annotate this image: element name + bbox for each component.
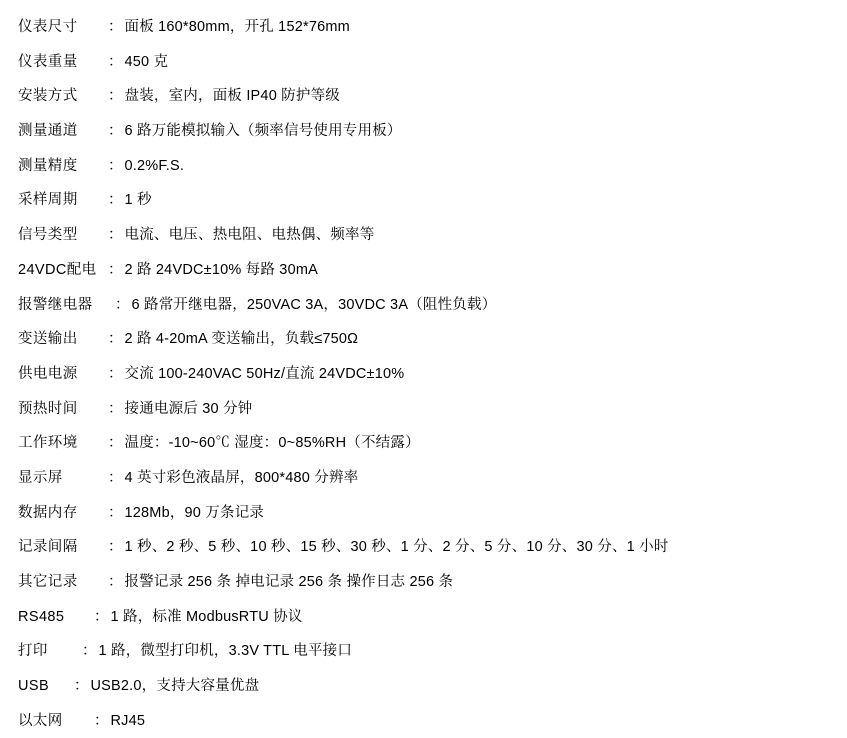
spec-separator: ： (108, 157, 123, 174)
spec-label: 信号类型 (18, 227, 78, 244)
spec-value: 接通电源后 30 分钟 (124, 400, 253, 417)
table-row (18, 183, 847, 218)
spec-separator: ： (94, 608, 109, 625)
spec-value: 2 路 24VDC±10% 每路 30mA (124, 261, 318, 278)
spec-separator: ： (94, 712, 109, 729)
spec-label: 记录间隔 (18, 539, 78, 556)
table-row (18, 565, 847, 600)
spec-label: 预热时间 (18, 400, 78, 417)
spec-separator: ： (108, 574, 123, 590)
spec-separator: ： (108, 469, 123, 486)
spec-label: 以太网 (18, 712, 63, 729)
spec-separator: ： (108, 19, 123, 35)
table-row (18, 114, 847, 149)
table-row (18, 10, 847, 45)
spec-value: 1 路，微型打印机，3.3V TTL 电平接口 (98, 643, 353, 660)
spec-separator: ： (108, 53, 123, 70)
table-row (18, 600, 847, 635)
spec-value: 6 路常开继电器，250VAC 3A，30VDC 3A（阻性负载） (131, 296, 497, 313)
spec-label: 报警继电器 (18, 296, 93, 313)
table-row (18, 149, 847, 184)
table-row (18, 634, 847, 669)
spec-value: 6 路万能模拟输入（频率信号使用专用板） (124, 123, 402, 140)
spec-separator: ： (108, 539, 123, 556)
spec-value: 1 秒、2 秒、5 秒、10 秒、15 秒、30 秒、1 分、2 分、5 分、10 分、30 分、1 小时 (124, 539, 669, 556)
table-row (18, 79, 847, 114)
spec-value: 电流、电压、热电阻、电热偶、频率等 (124, 227, 375, 244)
spec-separator: ： (108, 192, 123, 209)
spec-separator: ： (108, 261, 123, 278)
table-row (18, 322, 847, 357)
spec-value: 报警记录 256 条 掉电记录 256 条 操作日志 256 条 (124, 574, 454, 590)
table-row (18, 218, 847, 253)
spec-separator: ： (108, 123, 123, 140)
spec-label: 测量精度 (18, 157, 78, 174)
table-row (18, 530, 847, 565)
table-row (18, 45, 847, 80)
table-row (18, 496, 847, 531)
table-row (18, 704, 847, 738)
spec-separator: ： (108, 365, 123, 382)
spec-separator: ： (115, 296, 130, 313)
table-row (18, 669, 847, 704)
spec-value: 面板 160*80mm，开孔 152*76mm (124, 19, 350, 35)
spec-label: 采样周期 (18, 192, 78, 209)
spec-label: 显示屏 (18, 469, 63, 486)
spec-value: 盘装，室内，面板 IP40 防护等级 (124, 88, 340, 105)
spec-value: RJ45 (110, 712, 146, 729)
spec-separator: ： (82, 643, 97, 660)
spec-label: 数据内存 (18, 504, 78, 521)
spec-value: 4 英寸彩色液晶屏，800*480 分辨率 (124, 469, 359, 486)
spec-label: 其它记录 (18, 574, 78, 590)
spec-value: 1 秒 (124, 192, 152, 209)
spec-separator: ： (108, 400, 123, 417)
spec-value: 128Mb，90 万条记录 (124, 504, 265, 521)
table-row (18, 253, 847, 288)
spec-label: 测量通道 (18, 123, 78, 140)
spec-separator: ： (108, 504, 123, 521)
spec-value: USB2.0，支持大容量优盘 (90, 678, 260, 695)
spec-separator: ： (108, 331, 123, 348)
spec-value: 1 路，标准 ModbusRTU 协议 (110, 608, 303, 625)
spec-label: 仪表重量 (18, 53, 78, 70)
spec-separator: ： (74, 678, 89, 695)
spec-label: USB (18, 678, 50, 695)
spec-label: 打印 (18, 643, 48, 660)
spec-value: 交流 100-240VAC 50Hz/直流 24VDC±10% (124, 365, 405, 382)
spec-value: 温度：-10~60℃ 湿度：0~85%RH（不结露） (124, 435, 420, 452)
spec-separator: ： (108, 435, 123, 452)
spec-value: 2 路 4-20mA 变送输出，负载≤750Ω (124, 331, 359, 348)
spec-label: 变送输出 (18, 331, 78, 348)
spec-label: 24VDC配电 (18, 261, 97, 278)
spec-label: 工作环境 (18, 435, 78, 452)
table-row (18, 461, 847, 496)
spec-label: 安装方式 (18, 88, 78, 105)
table-row (18, 426, 847, 461)
table-row (18, 392, 847, 427)
spec-value: 0.2%F.S. (124, 157, 185, 174)
table-row (18, 357, 847, 392)
spec-label: 仪表尺寸 (18, 19, 78, 35)
spec-label: 供电电源 (18, 365, 78, 382)
spec-separator: ： (108, 227, 123, 244)
spec-value: 450 克 (124, 53, 169, 70)
spec-label: RS485 (18, 608, 65, 625)
spec-separator: ： (108, 88, 123, 105)
table-row (18, 288, 847, 323)
